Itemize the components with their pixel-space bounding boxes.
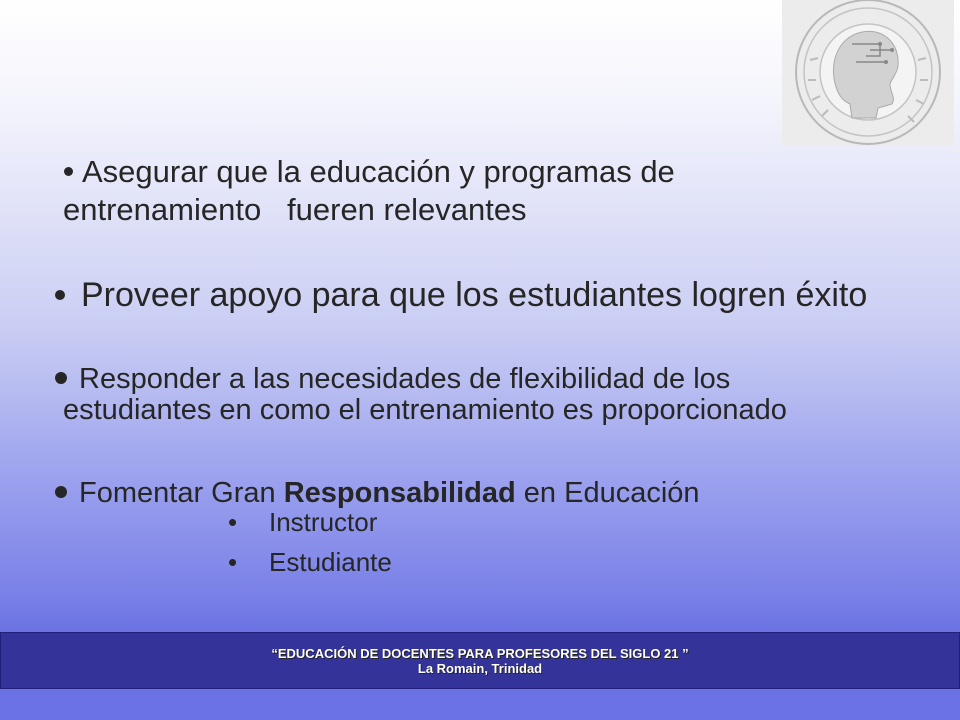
bullet-dot [64,167,73,176]
bullet-text: Asegurar que la educación y programas de [82,154,675,189]
footer-title: “EDUCACIÓN DE DOCENTES PARA PROFESORES DEL SIGLO 21 ” [271,646,689,661]
university-seal-icon [782,0,954,146]
sub-bullet-text: Instructor [269,507,378,537]
bullet-text-post: en Educación [515,477,700,509]
bullet-flexibility [55,362,730,396]
bullet-responsibility [55,476,700,510]
logo-image [782,0,954,146]
bullet-support [55,274,867,316]
footer-subtitle: La Romain, Trinidad [417,661,543,676]
bottom-strip [0,689,960,720]
bullet-text-bold: Responsabilidad [283,477,516,509]
bullet-relevance [64,154,675,190]
bullet-dot [55,372,67,384]
bullet-relevance-continued: entrenamiento fueren relevantes [63,192,527,227]
bullet-dot [55,486,67,498]
bullet-text: Responder a las necesidades de flexibilidad de los [79,363,731,395]
bullet-dot [55,290,65,300]
sub-bullet-marker: • [228,507,238,537]
sub-bullet-marker: • [228,547,238,577]
bullet-flexibility-continued: estudiantes en como el entrenamiento es proporcionado [63,394,787,426]
sub-bullet-text: Estudiante [269,547,392,577]
footer-banner [0,632,960,689]
bullet-text: Proveer apoyo para que los estudiantes logren éxito [81,276,868,314]
bullet-text-pre: Fomentar Gran [79,477,284,509]
